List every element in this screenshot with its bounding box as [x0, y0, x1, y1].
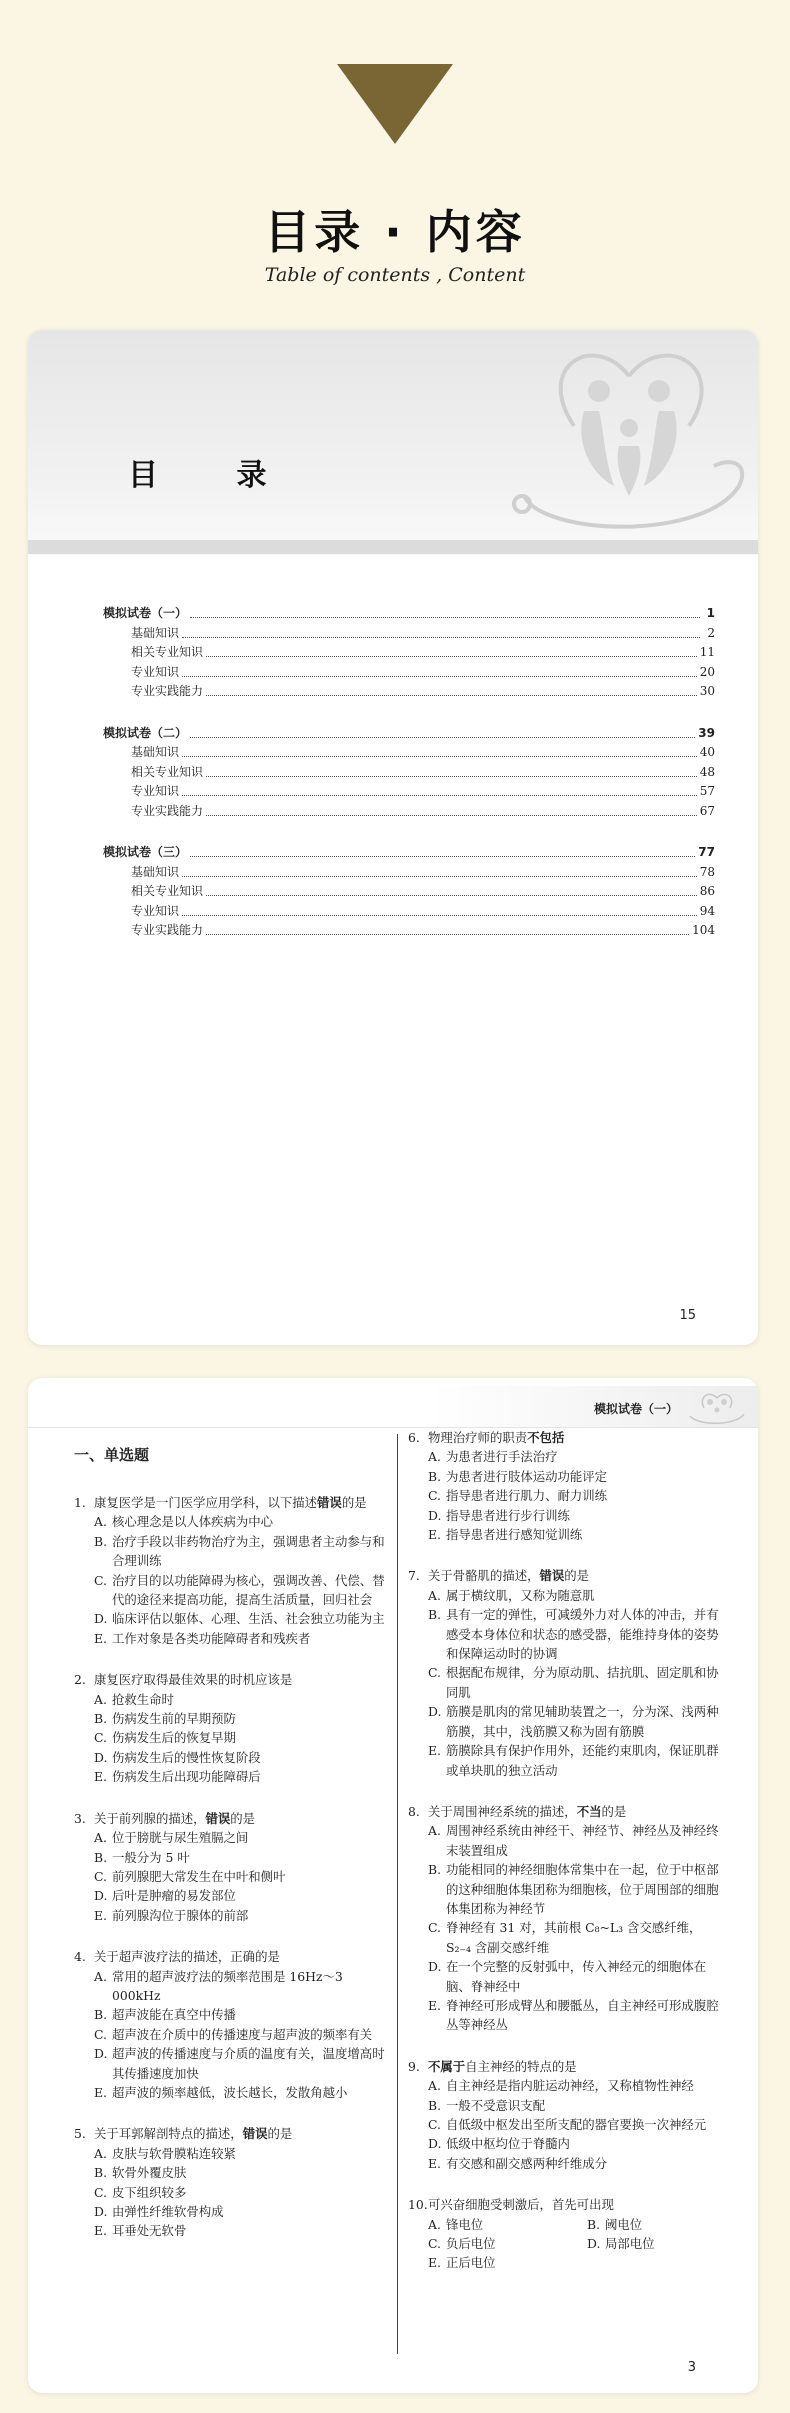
toc-label: 相关专业知识	[131, 884, 204, 898]
option-text: 负后电位	[446, 2236, 496, 2252]
option-list	[74, 2144, 394, 2241]
option-text: 超声波的频率越低，波长越长，发散角越小	[112, 2084, 348, 2100]
answer-option	[74, 1906, 394, 1925]
question-text: 康复医疗取得最佳效果的时机应该是	[94, 1672, 293, 1688]
toc-leader-dots	[182, 637, 700, 638]
option-letter: B.	[94, 2165, 108, 2181]
option-letter: C.	[428, 2236, 441, 2252]
medical-logo-small-icon	[684, 1388, 750, 1426]
option-text: 治疗手段以非药物治疗为主，强调患者主动参与和合理训练	[112, 1533, 385, 1569]
option-letter: D.	[94, 1611, 108, 1627]
question-stem	[408, 2195, 726, 2214]
toc-leader-dots	[206, 895, 697, 896]
option-letter: B.	[428, 2097, 442, 2113]
option-letter: C.	[428, 1488, 441, 1504]
toc-label: 专业实践能力	[131, 923, 204, 937]
question-number: 8.	[408, 1803, 420, 1819]
answer-option	[408, 1525, 726, 1544]
question-item	[74, 1670, 394, 1786]
answer-option	[74, 1728, 394, 1747]
question-emphasis: 错误	[205, 1810, 231, 1826]
question-stem	[74, 2124, 394, 2143]
option-text: 阈电位	[605, 2216, 643, 2232]
option-text: 属于横纹肌，又称为随意肌	[446, 1587, 595, 1603]
answer-option	[74, 2005, 394, 2024]
answer-option	[408, 1996, 726, 2035]
question-item	[408, 1802, 726, 2035]
option-text: 具有一定的弹性，可减缓外力对人体的冲击，并有感受本身体位和状态的感受器，能维持身体的姿势和保障运动时的协调	[446, 1607, 719, 1662]
question-stem	[408, 1428, 726, 1447]
answer-option	[408, 2134, 726, 2153]
option-text: 指导患者进行感知觉训练	[446, 1527, 583, 1543]
question-item	[408, 2195, 726, 2273]
option-text: 为患者进行手法治疗	[446, 1449, 558, 1465]
option-text: 正后电位	[446, 2255, 496, 2271]
answer-option	[74, 1609, 394, 1628]
answer-option	[74, 2202, 394, 2221]
question-text: 关于耳郭解剖特点的描述，	[94, 2126, 243, 2142]
option-text: 自低级中枢发出至所支配的器官要换一次神经元	[446, 2117, 707, 2132]
answer-option	[408, 2154, 726, 2173]
answer-option	[74, 1748, 394, 1767]
option-list	[74, 1828, 394, 1925]
question-text: 关于前列腺的描述，	[94, 1810, 206, 1826]
column-divider	[397, 1434, 398, 2354]
option-text: 前列腺沟位于腺体的前部	[112, 1907, 249, 1923]
toc-leader-dots	[206, 815, 697, 816]
question-item	[74, 1809, 394, 1925]
option-text: 超声波的传播速度与介质的温度有关，温度增高时其传播速度加快	[112, 2046, 385, 2081]
toc-item-row	[103, 663, 715, 683]
page-number: 3	[687, 2360, 696, 2375]
toc-item-row	[103, 902, 715, 922]
page-title: 目录 · 内容	[264, 205, 526, 259]
question-item	[408, 1566, 726, 1779]
left-column	[74, 1438, 394, 2263]
option-letter: D.	[587, 2236, 601, 2252]
answer-option	[408, 2076, 726, 2095]
option-text: 周围神经系统由神经干、神经节、神经丛及神经终末装置组成	[446, 1823, 719, 1858]
toc-page-number: 57	[699, 784, 715, 798]
answer-option	[74, 1767, 394, 1786]
option-letter: E.	[94, 1630, 107, 1646]
answer-option	[74, 1848, 394, 1867]
exam-card	[28, 1378, 758, 2393]
answer-option	[408, 1586, 726, 1605]
option-letter: E.	[94, 2084, 107, 2100]
option-letter: B.	[94, 2007, 108, 2023]
question-text-tail: 的是	[341, 1495, 367, 1510]
question-number: 10.	[408, 2197, 428, 2213]
option-text: 抢救生命时	[112, 1691, 174, 1707]
question-item	[74, 2124, 394, 2240]
answer-option	[74, 2144, 394, 2163]
toc-leader-dots	[182, 756, 697, 757]
question-stem	[74, 1809, 394, 1828]
answer-option	[74, 1867, 394, 1886]
answer-option	[408, 2115, 726, 2134]
toc-label: 专业知识	[131, 664, 180, 679]
option-letter: A.	[94, 1691, 107, 1707]
option-letter: C.	[94, 2184, 107, 2200]
option-text: 耳垂处无软骨	[112, 2223, 187, 2239]
option-letter: A.	[94, 1514, 107, 1530]
question-item	[408, 1428, 726, 1544]
toc-item-row	[103, 743, 715, 763]
option-letter: A.	[428, 1587, 441, 1603]
option-letter: B.	[428, 1468, 442, 1484]
option-text: 工作对象是各类功能障碍者和残疾者	[112, 1630, 311, 1646]
option-letter: B.	[94, 1533, 108, 1549]
option-list	[408, 2215, 726, 2273]
option-text: 为患者进行肢体运动功能评定	[446, 1468, 608, 1484]
answer-option	[74, 2044, 394, 2083]
option-letter: D.	[428, 2136, 442, 2152]
toc-label: 专业实践能力	[131, 803, 204, 818]
answer-option	[408, 1447, 726, 1466]
option-text: 自主神经是指内脏运动神经，又称植物性神经	[446, 2078, 694, 2094]
answer-option	[408, 1663, 726, 1702]
option-text: 脊神经可形成臂丛和腰骶丛，自主神经可形成腹腔丛等神经丛	[446, 1997, 719, 2033]
option-list	[408, 2076, 726, 2173]
option-letter: A.	[428, 2078, 441, 2094]
option-text: 筋膜是肌肉的常见辅助装置之一，分为深、浅两种筋膜，其中，浅筋膜又称为固有筋膜	[446, 1704, 719, 1739]
option-letter: B.	[428, 1607, 442, 1623]
answer-option	[74, 2025, 394, 2044]
option-text: 低级中枢均位于脊髓内	[446, 2136, 570, 2152]
option-text: 伤病发生前的早期预防	[112, 1711, 236, 1727]
answer-option	[408, 1741, 726, 1780]
answer-option	[74, 1629, 394, 1648]
toc-page-number: 2	[707, 625, 715, 640]
answer-option	[408, 1821, 726, 1860]
toc-page-number: 39	[698, 725, 715, 740]
option-list	[74, 1690, 394, 1787]
toc-item-row	[103, 643, 715, 663]
toc-leader-dots	[190, 737, 695, 738]
option-text: 一般分为 5 叶	[112, 1849, 190, 1865]
toc-label: 模拟试卷（一）	[103, 606, 188, 620]
answer-option	[408, 2215, 567, 2234]
page-subtitle: Table of contents , Content	[264, 264, 526, 286]
option-letter: D.	[428, 1959, 442, 1975]
option-list	[408, 1586, 726, 1780]
question-text-tail: 的是	[601, 1803, 627, 1819]
option-text: 软骨外覆皮肤	[112, 2165, 187, 2181]
answer-option	[74, 1532, 394, 1571]
question-stem	[408, 1566, 726, 1585]
toc-label: 相关专业知识	[131, 764, 204, 779]
question-stem	[408, 2057, 726, 2076]
toc-label: 模拟试卷（二）	[103, 725, 188, 740]
question-stem	[74, 1670, 394, 1689]
part-title: 一、单选题	[74, 1446, 150, 1464]
option-letter: A.	[428, 2216, 441, 2232]
option-text: 一般不受意识支配	[446, 2097, 546, 2113]
toc-item-row	[103, 863, 715, 883]
option-text: 筋膜除具有保护作用外，还能约束肌肉，保证肌群或单块肌的独立活动	[446, 1743, 719, 1778]
answer-option	[74, 2163, 394, 2182]
toc-group-gap	[103, 821, 715, 843]
option-text: 伤病发生后的慢性恢复阶段	[112, 1749, 261, 1765]
toc-page-number: 67	[699, 803, 715, 818]
option-text: 指导患者进行步行训练	[446, 1507, 570, 1523]
answer-option	[408, 1605, 726, 1663]
option-letter: A.	[94, 2145, 107, 2161]
toc-page-number: 104	[692, 923, 715, 937]
question-text: 可兴奋细胞受刺激后，首先可出现	[428, 2197, 614, 2213]
question-text: 康复医学是一门医学应用学科，以下描述	[94, 1495, 318, 1510]
question-number: 1.	[74, 1495, 86, 1510]
option-letter: C.	[428, 2117, 441, 2132]
answer-option	[408, 1486, 726, 1505]
option-text: 锋电位	[446, 2216, 484, 2232]
question-emphasis: 错误	[317, 1495, 342, 1510]
answer-option	[408, 1702, 726, 1741]
question-number: 9.	[408, 2058, 420, 2074]
option-letter: A.	[94, 1830, 107, 1846]
question-text: 关于超声波疗法的描述，正确的是	[94, 1949, 280, 1965]
option-text: 脊神经有 31 对，其前根 C₈~L₃ 含交感纤维，S₂₋₄ 含副交感纤维	[446, 1920, 702, 1955]
toc-heading: 目 录	[128, 458, 301, 493]
question-stem	[74, 1493, 394, 1512]
toc-card	[28, 330, 758, 1345]
option-text: 在一个完整的反射弧中，传入神经元的细胞体在脑、脊神经中	[446, 1959, 707, 1994]
toc-leader-dots	[206, 695, 697, 696]
option-letter: B.	[587, 2216, 601, 2232]
question-number: 5.	[74, 2126, 86, 2142]
answer-option	[74, 1512, 394, 1531]
answer-option	[74, 1709, 394, 1728]
option-letter: D.	[94, 2046, 108, 2062]
toc-leader-dots	[182, 876, 697, 877]
question-stem	[74, 1947, 394, 1966]
toc-leader-dots	[206, 934, 689, 935]
question-text-tail: 的是	[564, 1568, 590, 1584]
toc-label: 基础知识	[131, 864, 180, 879]
option-text: 功能相同的神经细胞体常集中在一起，位于中枢部的这种细胞体集团称为细胞核，位于周围部的细胞体集团称为神经节	[446, 1862, 719, 1916]
question-text: 关于周围神经系统的描述，	[428, 1803, 577, 1819]
toc-section-row	[103, 843, 715, 863]
option-letter: A.	[428, 1449, 441, 1465]
toc-item-row	[103, 802, 715, 822]
option-text: 皮下组织较多	[112, 2184, 187, 2200]
answer-option	[408, 2096, 726, 2115]
answer-option	[74, 1571, 394, 1610]
answer-option	[408, 1860, 726, 1918]
toc-page-number: 94	[699, 903, 715, 918]
toc-page-number: 20	[699, 664, 715, 679]
answer-option	[408, 2234, 567, 2253]
answer-option	[74, 1967, 394, 2006]
toc-item-row	[103, 782, 715, 802]
option-list	[74, 1512, 394, 1648]
option-list	[408, 1821, 726, 2034]
option-letter: C.	[428, 1920, 441, 1936]
option-letter: D.	[94, 1749, 108, 1765]
toc-list	[103, 604, 715, 941]
question-number: 4.	[74, 1949, 86, 1965]
toc-section-row	[103, 724, 715, 744]
question-item	[408, 2057, 726, 2173]
medical-logo-icon	[504, 336, 754, 546]
option-text: 核心理念是以人体疾病为中心	[112, 1514, 274, 1530]
answer-option	[408, 2253, 567, 2272]
option-text: 超声波在介质中的传播速度与超声波的频率有关	[112, 2026, 373, 2042]
toc-leader-dots	[190, 617, 700, 618]
option-letter: E.	[94, 1769, 107, 1785]
option-text: 指导患者进行肌力、耐力训练	[446, 1488, 608, 1504]
option-letter: E.	[94, 2223, 107, 2239]
question-text-tail: 的是	[230, 1810, 256, 1826]
question-emphasis: 错误	[539, 1568, 565, 1584]
answer-option	[74, 2083, 394, 2102]
toc-item-row	[103, 882, 715, 902]
toc-label: 相关专业知识	[131, 645, 204, 659]
question-text-tail: 自主神经的特点的是	[465, 2058, 577, 2074]
toc-label: 专业知识	[131, 903, 180, 918]
option-letter: E.	[428, 1527, 441, 1543]
option-text: 前列腺肥大常发生在中叶和侧叶	[112, 1868, 286, 1884]
option-letter: D.	[94, 1888, 108, 1904]
option-text: 常用的超声波疗法的频率范围是 16Hz～3 000kHz	[112, 1968, 343, 2003]
option-letter: B.	[94, 1849, 108, 1865]
option-text: 皮肤与软骨膜粘连较紧	[112, 2145, 236, 2161]
toc-page-number: 78	[699, 864, 715, 879]
answer-option	[74, 2221, 394, 2240]
question-emphasis: 不当	[576, 1803, 602, 1819]
option-letter: D.	[428, 1507, 442, 1523]
option-letter: C.	[94, 1868, 107, 1884]
toc-group-gap	[103, 702, 715, 724]
toc-label: 基础知识	[131, 745, 180, 759]
toc-label: 基础知识	[131, 625, 180, 640]
decorative-triangle	[337, 64, 453, 144]
option-letter: E.	[94, 1907, 107, 1923]
toc-leader-dots	[190, 856, 695, 857]
toc-item-row	[103, 624, 715, 644]
question-number: 2.	[74, 1672, 86, 1688]
toc-label: 专业知识	[131, 784, 180, 798]
question-stem	[408, 1802, 726, 1821]
option-text: 位于膀胱与尿生殖膈之间	[112, 1830, 249, 1846]
option-letter: C.	[94, 1730, 107, 1746]
option-letter: A.	[428, 1823, 441, 1839]
toc-section-row	[103, 604, 715, 624]
option-letter: E.	[428, 2255, 441, 2271]
option-text: 临床评估以躯体、心理、生活、社会独立功能为主	[112, 1611, 385, 1627]
answer-option	[408, 1506, 726, 1525]
option-letter: D.	[428, 1704, 442, 1720]
toc-leader-dots	[182, 915, 697, 916]
toc-item-row	[103, 921, 715, 941]
option-letter: A.	[94, 1968, 107, 1984]
option-text: 伤病发生后出现功能障碍后	[112, 1769, 261, 1785]
toc-leader-dots	[206, 776, 697, 777]
answer-option	[74, 2183, 394, 2202]
question-text-tail: 的是	[267, 2126, 293, 2142]
answer-option	[408, 1467, 726, 1486]
answer-option	[408, 1957, 726, 1996]
option-letter: B.	[94, 1711, 108, 1727]
answer-option	[567, 2234, 726, 2253]
option-letter: B.	[428, 1862, 442, 1878]
toc-page-number: 11	[699, 645, 715, 659]
option-text: 后叶是肿瘤的易发部位	[112, 1888, 236, 1904]
question-number: 6.	[408, 1430, 420, 1445]
option-text: 根据配布规律，分为原动肌、拮抗肌、固定肌和协同肌	[446, 1665, 719, 1700]
toc-item-row	[103, 763, 715, 783]
page-number: 15	[679, 1308, 696, 1323]
option-text: 治疗目的以功能障碍为核心，强调改善、代偿、替代的途径来提高功能，提高生活质量，回归社会	[112, 1572, 385, 1608]
toc-page-number: 40	[699, 745, 715, 759]
answer-option	[74, 1828, 394, 1847]
option-text: 由弹性纤维软骨构成	[112, 2204, 224, 2219]
toc-page-number: 86	[699, 884, 715, 898]
option-letter: E.	[428, 2155, 441, 2171]
option-letter: E.	[428, 1997, 441, 2013]
question-text: 物理治疗师的职责	[428, 1430, 528, 1445]
answer-option	[74, 1886, 394, 1905]
question-text: 关于骨骼肌的描述，	[428, 1568, 540, 1584]
question-emphasis: 不包括	[527, 1430, 565, 1445]
option-text: 超声波能在真空中传播	[112, 2007, 236, 2023]
answer-option	[567, 2215, 726, 2234]
toc-leader-dots	[206, 656, 697, 657]
toc-label: 专业实践能力	[131, 684, 204, 698]
toc-page-number: 1	[706, 606, 715, 620]
answer-option	[74, 1690, 394, 1709]
option-text: 局部电位	[605, 2236, 655, 2252]
option-list	[74, 1967, 394, 2103]
answer-option	[408, 1918, 726, 1957]
toc-label: 模拟试卷（三）	[103, 845, 188, 859]
toc-page-number: 30	[699, 684, 715, 698]
toc-page-number: 48	[699, 764, 715, 779]
option-letter: C.	[428, 1665, 441, 1681]
option-letter: C.	[94, 1572, 107, 1588]
option-letter: E.	[428, 1743, 441, 1759]
toc-item-row	[103, 682, 715, 702]
option-letter: C.	[94, 2026, 107, 2042]
option-list	[408, 1447, 726, 1544]
question-number: 3.	[74, 1810, 86, 1826]
toc-leader-dots	[182, 676, 697, 677]
question-item	[74, 1493, 394, 1648]
question-item	[74, 1947, 394, 2102]
question-emphasis: 错误	[242, 2126, 268, 2142]
question-number: 7.	[408, 1568, 420, 1584]
running-header-label: 模拟试卷（一）	[593, 1402, 678, 1416]
question-emphasis: 不属于	[428, 2058, 466, 2074]
right-column	[408, 1428, 726, 2295]
option-letter: D.	[94, 2204, 108, 2219]
option-text: 有交感和副交感两种纤维成分	[446, 2155, 608, 2171]
option-text: 伤病发生后的恢复早期	[112, 1730, 236, 1746]
toc-leader-dots	[182, 795, 697, 796]
toc-page-number: 77	[698, 845, 715, 859]
